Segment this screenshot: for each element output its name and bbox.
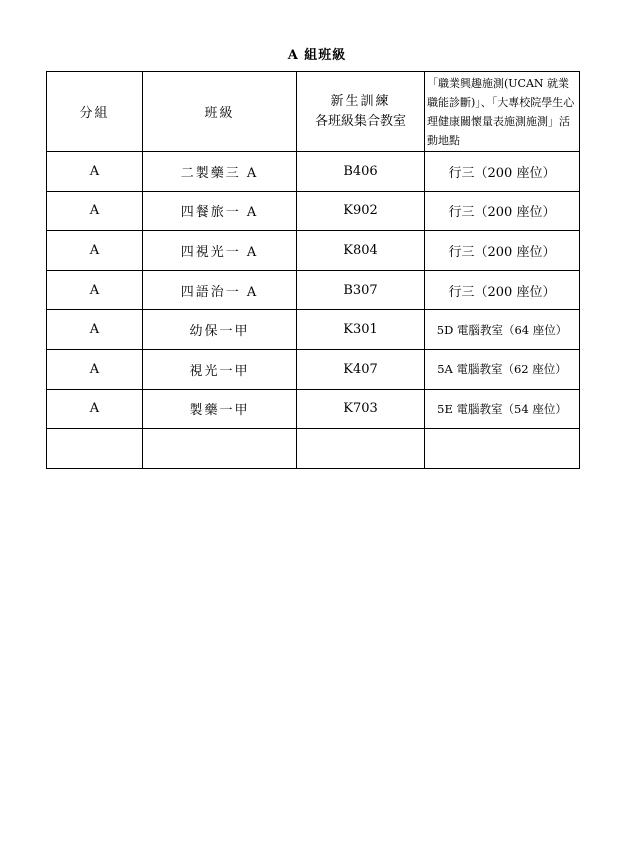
cell-class: 製藥一甲 (143, 389, 297, 429)
cell-room: K407 (297, 349, 425, 389)
cell-class: 幼保一甲 (143, 310, 297, 350)
cell-room: K301 (297, 310, 425, 350)
cell-group: A (47, 191, 143, 231)
cell-group: A (47, 231, 143, 271)
table-row-empty (47, 429, 580, 469)
cell-room: K902 (297, 191, 425, 231)
cell-group: A (47, 349, 143, 389)
header-row (47, 72, 580, 152)
cell-location: 5A 電腦教室（62 座位） (425, 349, 580, 389)
cell-group: A (47, 310, 143, 350)
cell-class: 視光一甲 (143, 349, 297, 389)
header-room: 新生訓練 各班級集合教室 (297, 72, 425, 152)
class-table (46, 71, 580, 469)
header-class: 班級 (143, 72, 297, 152)
cell-group (47, 429, 143, 469)
cell-class (143, 429, 297, 469)
table-row (47, 389, 580, 429)
table-row (47, 310, 580, 350)
table-row (47, 349, 580, 389)
cell-room: K804 (297, 231, 425, 271)
header-activity-location: 「職業興趣施測(UCAN 就業職能診斷)」、「大專校院學生心理健康關懷量表施測施測」活動地點 (425, 72, 580, 152)
cell-class: 二製藥三 A (143, 152, 297, 192)
cell-room: B307 (297, 270, 425, 310)
cell-group: A (47, 270, 143, 310)
cell-class: 四視光一 A (143, 231, 297, 271)
cell-group: A (47, 152, 143, 192)
table-row (47, 231, 580, 271)
cell-class: 四語治一 A (143, 270, 297, 310)
cell-location: 行三（200 座位） (425, 152, 580, 192)
cell-group: A (47, 389, 143, 429)
cell-location: 5E 電腦教室（54 座位） (425, 389, 580, 429)
cell-location: 行三（200 座位） (425, 270, 580, 310)
table-row (47, 152, 580, 192)
table-row (47, 270, 580, 310)
cell-room (297, 429, 425, 469)
cell-location: 5D 電腦教室（64 座位） (425, 310, 580, 350)
cell-room: B406 (297, 152, 425, 192)
cell-location: 行三（200 座位） (425, 191, 580, 231)
cell-location (425, 429, 580, 469)
cell-class: 四餐旅一 A (143, 191, 297, 231)
cell-room: K703 (297, 389, 425, 429)
page-title: A 組班級 (287, 48, 347, 63)
cell-location: 行三（200 座位） (425, 231, 580, 271)
header-group: 分組 (47, 72, 143, 152)
table-row (47, 191, 580, 231)
